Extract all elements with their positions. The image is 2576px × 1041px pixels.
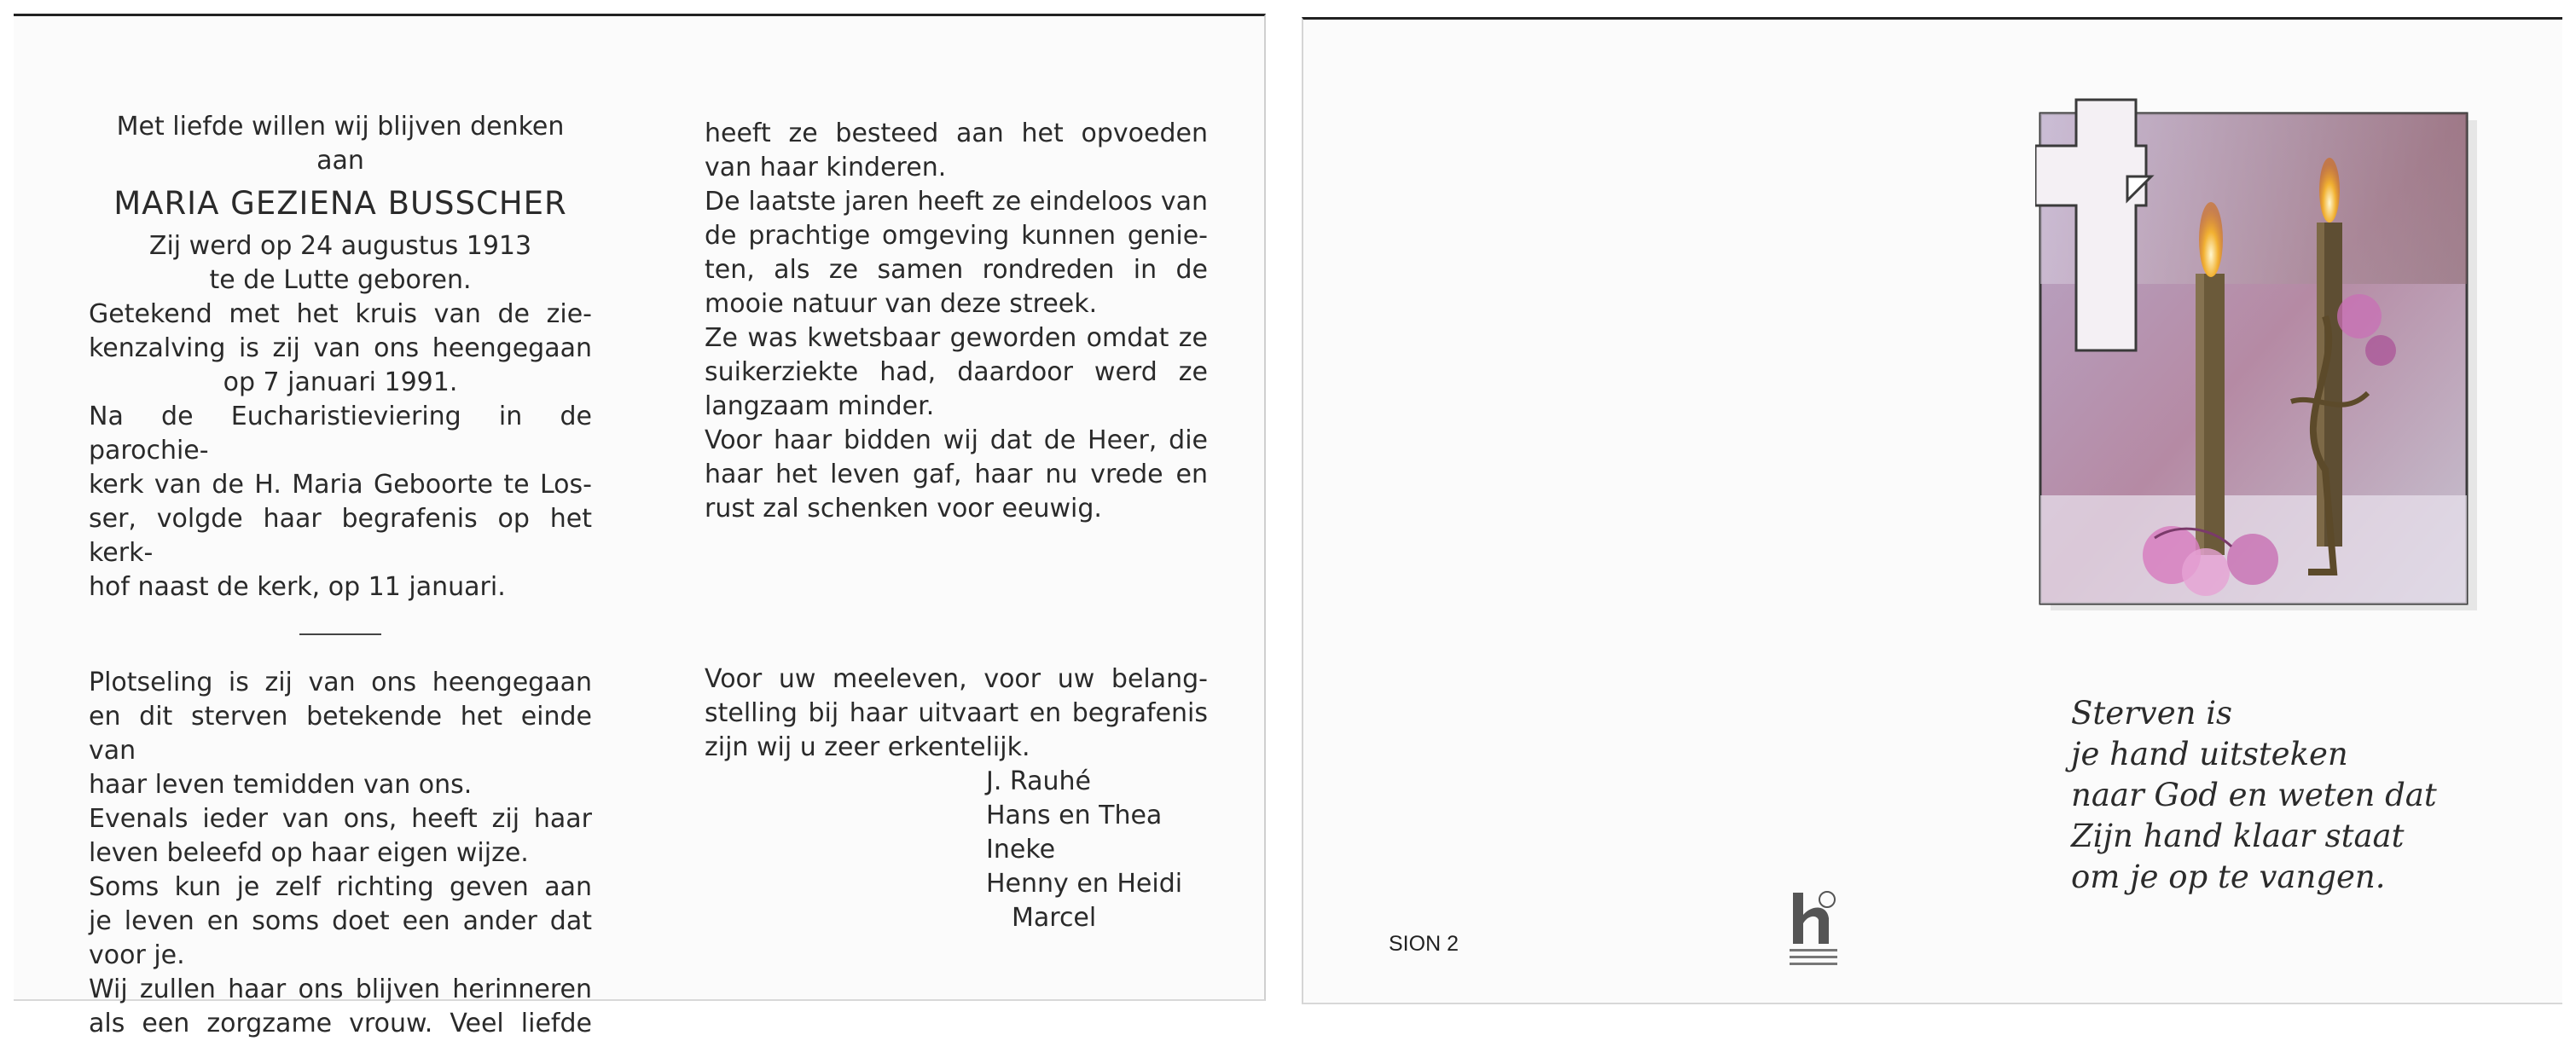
text-line: Soms kun je zelf richting geven aan bbox=[89, 872, 592, 902]
intro-line-2: aan bbox=[316, 146, 364, 176]
thanks-line: Voor uw meeleven, voor uw belang- bbox=[705, 664, 1208, 694]
text-line: hof naast de kerk, op 11 januari. bbox=[89, 572, 506, 602]
right-column bbox=[705, 117, 1208, 935]
left-card bbox=[14, 14, 1266, 1038]
text-line: ser, volgde haar begrafenis op het kerk- bbox=[89, 504, 592, 568]
text-line: de prachtige omgeving kunnen genie- bbox=[705, 221, 1208, 251]
text-line: als een zorgzame vrouw. Veel liefde bbox=[89, 1009, 592, 1038]
thanks-line: zijn wij u zeer erkentelijk. bbox=[705, 732, 1030, 762]
text-line: Getekend met het kruis van de zie- bbox=[89, 299, 592, 329]
text-line: en dit sterven betekende het einde van bbox=[89, 702, 592, 766]
signature-line: Ineke bbox=[986, 835, 1056, 865]
poem bbox=[2071, 693, 2515, 898]
divider bbox=[299, 633, 381, 635]
text-line: van haar kinderen. bbox=[705, 153, 947, 182]
text-line: langzaam minder. bbox=[705, 391, 935, 421]
text-line: Plotseling is zij van ons heengegaan bbox=[89, 668, 592, 697]
signature-line: J. Rauhé bbox=[986, 766, 1091, 796]
text-line: kenzalving is zij van ons heengegaan bbox=[89, 333, 592, 363]
intro-line: Met liefde willen wij blijven denken bbox=[116, 112, 565, 142]
signature-line: Hans en Thea bbox=[986, 801, 1163, 830]
text-line: rust zal schenken voor eeuwig. bbox=[705, 494, 1102, 523]
right-card bbox=[1302, 17, 2562, 1004]
candles-picture bbox=[2035, 95, 2479, 615]
text-line: je leven en soms doet een ander dat bbox=[89, 906, 592, 936]
deceased-name: MARIA GEZIENA BUSSCHER bbox=[113, 185, 567, 222]
huisman-logo-icon bbox=[1786, 889, 1841, 974]
birth-line: Zij werd op 24 augustus 1913 bbox=[148, 231, 532, 261]
text-line: kerk van de H. Maria Geboorte te Los- bbox=[89, 470, 592, 500]
card-code: SION 2 bbox=[1389, 932, 1459, 956]
thanks-line: stelling bij haar uitvaart en begrafenis bbox=[705, 698, 1208, 728]
text-line: Ze was kwetsbaar geworden omdat ze bbox=[705, 323, 1208, 353]
poem-line: naar God en weten dat bbox=[2071, 777, 2437, 813]
text-line: haar leven temidden van ons. bbox=[89, 770, 473, 800]
poem-line: om je op te vangen. bbox=[2071, 859, 2386, 895]
text-line: De laatste jaren heeft ze eindeloos van bbox=[705, 187, 1208, 217]
text-line: Na de Eucharistieviering in de parochie- bbox=[89, 402, 592, 466]
text-line: Voor haar bidden wij dat de Heer, die bbox=[705, 425, 1208, 455]
poem-line: Sterven is bbox=[2071, 695, 2233, 732]
text-line: Wij zullen haar ons blijven herinneren bbox=[89, 974, 592, 1004]
text-line: heeft ze besteed aan het opvoeden bbox=[705, 119, 1208, 148]
left-column bbox=[89, 110, 592, 1041]
text-line: Evenals ieder van ons, heeft zij haar bbox=[89, 804, 592, 834]
birth-place-line: te de Lutte geboren. bbox=[209, 265, 472, 295]
text-line: haar het leven gaf, haar nu vrede en bbox=[705, 460, 1208, 489]
spacer bbox=[705, 526, 1208, 662]
text-line: voor je. bbox=[89, 940, 185, 970]
signature-line: Marcel bbox=[1012, 903, 1097, 933]
signature-line: Henny en Heidi bbox=[986, 869, 1183, 899]
text-line: ten, als ze samen rondreden in de bbox=[705, 255, 1208, 285]
text-line: suikerziekte had, daardoor werd ze bbox=[705, 357, 1208, 387]
poem-line: Zijn hand klaar staat bbox=[2071, 818, 2405, 854]
death-date-line: op 7 januari 1991. bbox=[223, 367, 458, 397]
poem-line: je hand uitsteken bbox=[2071, 736, 2348, 772]
text-line: leven beleefd op haar eigen wijze. bbox=[89, 838, 529, 868]
text-line: mooie natuur van deze streek. bbox=[705, 289, 1098, 319]
